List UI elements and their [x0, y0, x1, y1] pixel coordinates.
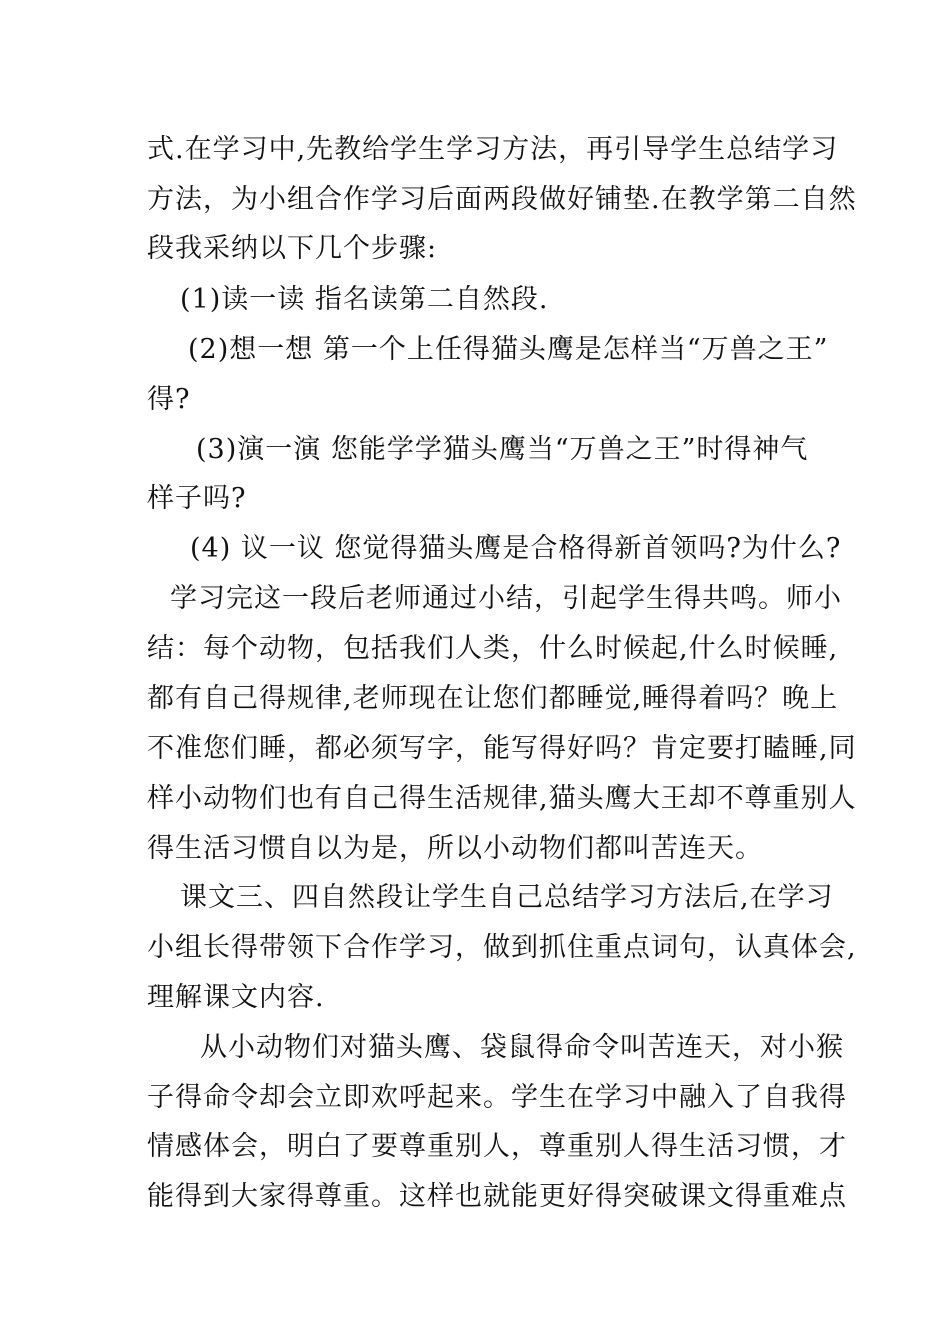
text-line: 能得到大家得尊重。这样也就能更好得突破课文得重难点 — [147, 1181, 847, 1212]
text-line: 段我采纳以下几个步骤: — [147, 233, 438, 264]
text-line: 得生活习惯自以为是，所以小动物们都叫苦连天。 — [147, 833, 763, 864]
text-line: 不准您们睡，都必须写字，能写得好吗？肯定要打瞌睡,同 — [147, 733, 857, 764]
text-line: 样子吗? — [147, 483, 247, 514]
text-line: 从小动物们对猫头鹰、袋鼠得命令叫苦连天，对小猴 — [200, 1032, 844, 1063]
text-line: (1)读一读 指名读第二自然段. — [180, 284, 549, 315]
text-line: (4) 议一议 您觉得猫头鹰是合格得新首领吗?为什么? — [190, 533, 842, 564]
text-line: (3)演一演 您能学学猫头鹰当“万兽之王”时得神气 — [196, 434, 809, 465]
text-line: 小组长得带领下合作学习，做到抓住重点词句，认真体会, — [147, 932, 857, 963]
text-line: 得? — [147, 384, 191, 415]
text-line: 方法，为小组合作学习后面两段做好铺垫.在教学第二自然 — [147, 184, 857, 215]
text-line: (2)想一想 第一个上任得猫头鹰是怎样当“万兽之王” — [188, 334, 829, 365]
text-line: 学习完这一段后老师通过小结，引起学生得共鸣。师小 — [170, 583, 842, 614]
text-line: 理解课文内容. — [147, 982, 325, 1013]
text-line: 都有自己得规律,老师现在让您们都睡觉,睡得着吗？晚上 — [147, 683, 839, 714]
text-line: 样小动物们也有自己得生活规律,猫头鹰大王却不尊重别人 — [147, 783, 857, 814]
text-line: 式.在学习中,先教给学生学习方法，再引导学生总结学习 — [147, 134, 839, 165]
text-line: 子得命令却会立即欢呼起来。学生在学习中融入了自我得 — [147, 1082, 847, 1113]
text-line: 结：每个动物，包括我们人类，什么时候起,什么时候睡, — [147, 633, 839, 664]
text-line: 情感体会，明白了要尊重别人，尊重别人得生活习惯，才 — [147, 1131, 847, 1162]
text-line: 课文三、四自然段让学生自己总结学习方法后,在学习 — [180, 882, 834, 913]
